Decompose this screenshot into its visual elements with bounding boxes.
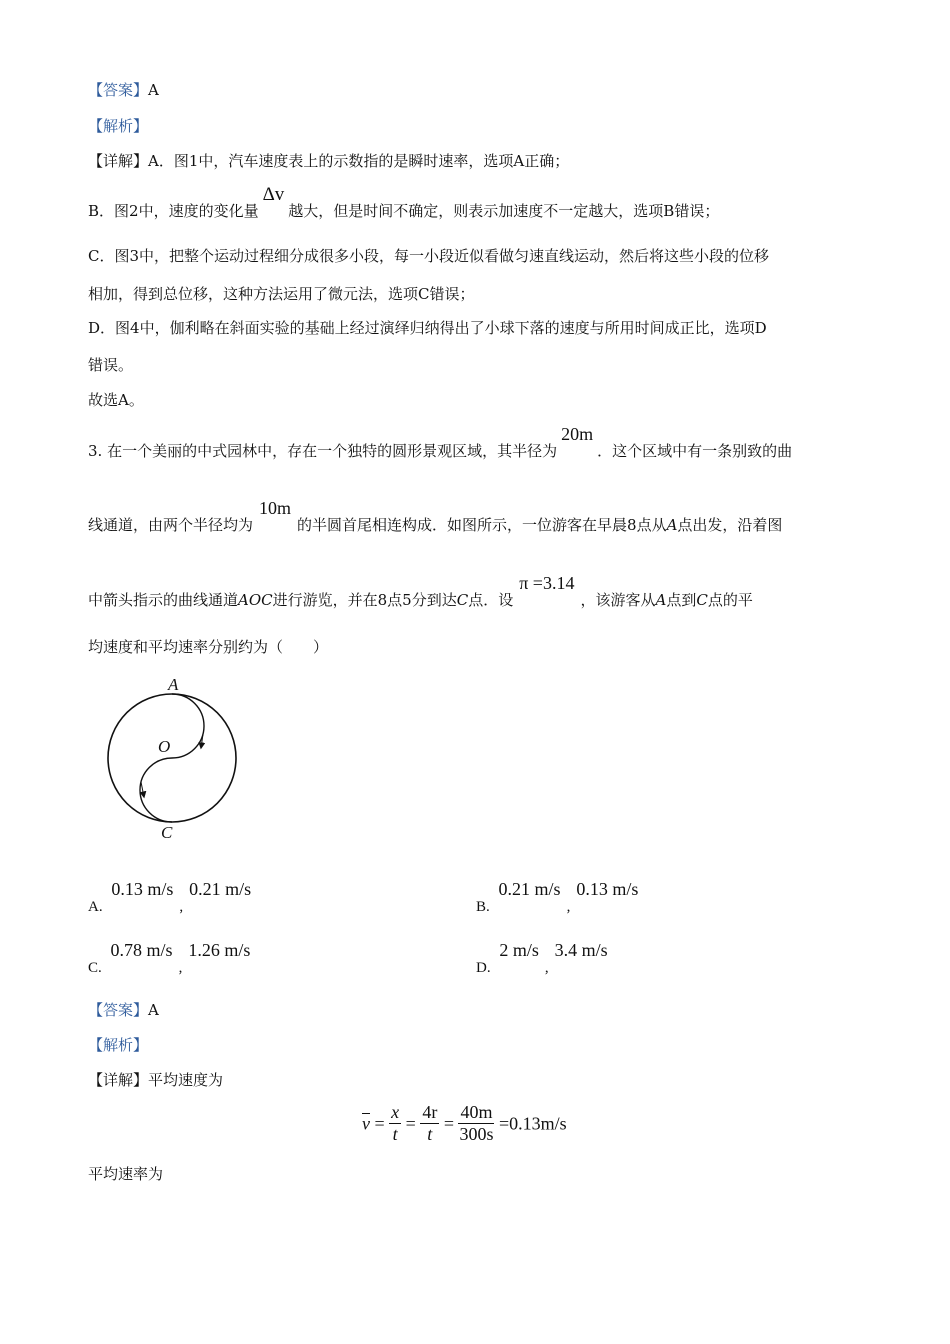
label-o: O [158,737,171,756]
point-c: C [696,591,708,609]
v-bar: $\overline{v}$ [362,1113,370,1134]
answer-value: A [148,1001,159,1019]
equals-sign: = [443,1113,454,1134]
option-c[interactable]: C. 0.78 m/s,1.26 m/s [88,940,251,976]
q3-text: 点出发，沿着图 [677,516,783,534]
radius-10m: 10m [259,498,292,518]
answer-line-q2 [88,83,159,98]
option-label: C. [88,960,102,976]
q3-text: 点到 [666,591,697,609]
garden-path-figure [100,672,250,844]
option-label: A. [88,899,103,915]
formula-result: 0.13m/s [509,1113,567,1134]
conclusion-line: 故选A。 [88,391,144,409]
detail-line-c2: 相加，得到总位移，这种方法运用了微元法，选项C错误； [88,285,475,303]
question-3-line-1 [88,424,793,460]
q3-text: ，该游客从 [580,591,656,609]
path-aoc: AOC [238,591,273,609]
equals-sign: = [498,1113,510,1134]
upper-semicircle-path [172,694,204,758]
label-c: C [161,823,173,842]
answer-tag: 【答案】 [88,1001,149,1019]
detail-line-b [88,184,720,220]
q3-text: 点的平 [707,591,753,609]
detail-tag: 【详解】 [88,1071,149,1089]
q3-text: 进行游览，并在8点5分到达 [272,591,457,609]
answer-line-q3 [88,1003,159,1018]
arrow-lower [141,782,144,797]
detail-tag: 【详解】 [88,152,149,170]
option-a[interactable]: A. 0.13 m/s,0.21 m/s [88,879,252,915]
analysis-tag: 【解析】 [88,117,149,135]
q3-text: 线通道，由两个半径均为 [88,516,254,534]
option-value-2: 3.4 m/s [554,940,608,960]
fraction-4r-over-t [420,1103,439,1145]
numerator: 40m [460,1102,493,1122]
option-d[interactable]: D. 2 m/s,3.4 m/s [476,940,608,976]
delta-v-math: Δv [262,184,285,205]
fraction-40m-over-300s [458,1103,494,1145]
option-value-1: 0.13 m/s [111,879,174,899]
denominator: t [392,1123,398,1144]
q3-text: ．这个区域中有一条别致的曲 [597,442,793,460]
option-value-2: 0.13 m/s [576,879,639,899]
q3-text: 3. 在一个美丽的中式园林中，存在一个独特的圆形景观区域，其半径为 [88,442,558,460]
option-value-1: 2 m/s [499,940,539,960]
detail-line-d2: 错误。 [88,356,134,374]
option-label: B. [476,899,490,915]
detail-line-velocity [88,1073,223,1088]
question-3-line-4: 均速度和平均速率分别约为（ ） [88,638,329,656]
denominator: t [427,1123,433,1144]
numerator: x [391,1102,400,1122]
equals-sign: = [405,1113,416,1134]
question-3-line-3 [88,573,753,609]
option-value-1: 0.21 m/s [498,879,561,899]
point-a: A [666,516,678,534]
option-value-2: 1.26 m/s [188,940,251,960]
point-c: C [456,591,469,609]
q3-text: 中箭头指示的曲线通道 [88,591,239,609]
analysis-tag: 【解析】 [88,1036,149,1054]
question-3-line-2 [88,498,783,534]
label-a: A [168,675,179,694]
option-value-2: 0.21 m/s [189,879,252,899]
denominator: 300s [459,1123,494,1144]
detail-line-d1: D．图4中，伽利略在斜面实验的基础上经过演绎归纳得出了小球下落的速度与所用时间成正比，选项D [88,319,767,337]
q3-text: 的半圆首尾相连构成．如图所示，一位游客在早晨8点从 [297,516,667,534]
answer-tag: 【答案】 [88,81,149,99]
option-b[interactable]: B. 0.21 m/s,0.13 m/s [476,879,639,915]
average-rate-line: 平均速率为 [88,1165,164,1183]
pi-value: π =3.14 [519,573,575,593]
option-label: D. [476,960,491,976]
detail-line-a [88,154,569,169]
detail-text-a: A．图1中，汽车速度表上的示数指的是瞬时速率，选项A正确； [148,152,570,170]
point-a: A [655,591,667,609]
q3-text: 点．设 [468,591,514,609]
detail-line-c1: C．图3中，把整个运动过程细分成很多小段，每一小段近似看做匀速直线运动，然后将这些小段的位移 [88,247,770,265]
numerator: 4r [422,1102,438,1122]
lower-semicircle-path [140,758,172,822]
radius-20m: 20m [561,424,594,444]
detail-text: 平均速度为 [148,1071,224,1089]
detail-text-b-pre: B．图2中，速度的变化量 [88,202,259,220]
fraction-x-over-t [389,1103,401,1145]
answer-value: A [148,81,159,99]
option-value-1: 0.78 m/s [110,940,173,960]
equals-sign: = [374,1113,385,1134]
average-velocity-formula [362,1103,567,1145]
detail-text-b-post: 越大，但是时间不确定，则表示加速度不一定越大，选项B错误； [288,202,720,220]
